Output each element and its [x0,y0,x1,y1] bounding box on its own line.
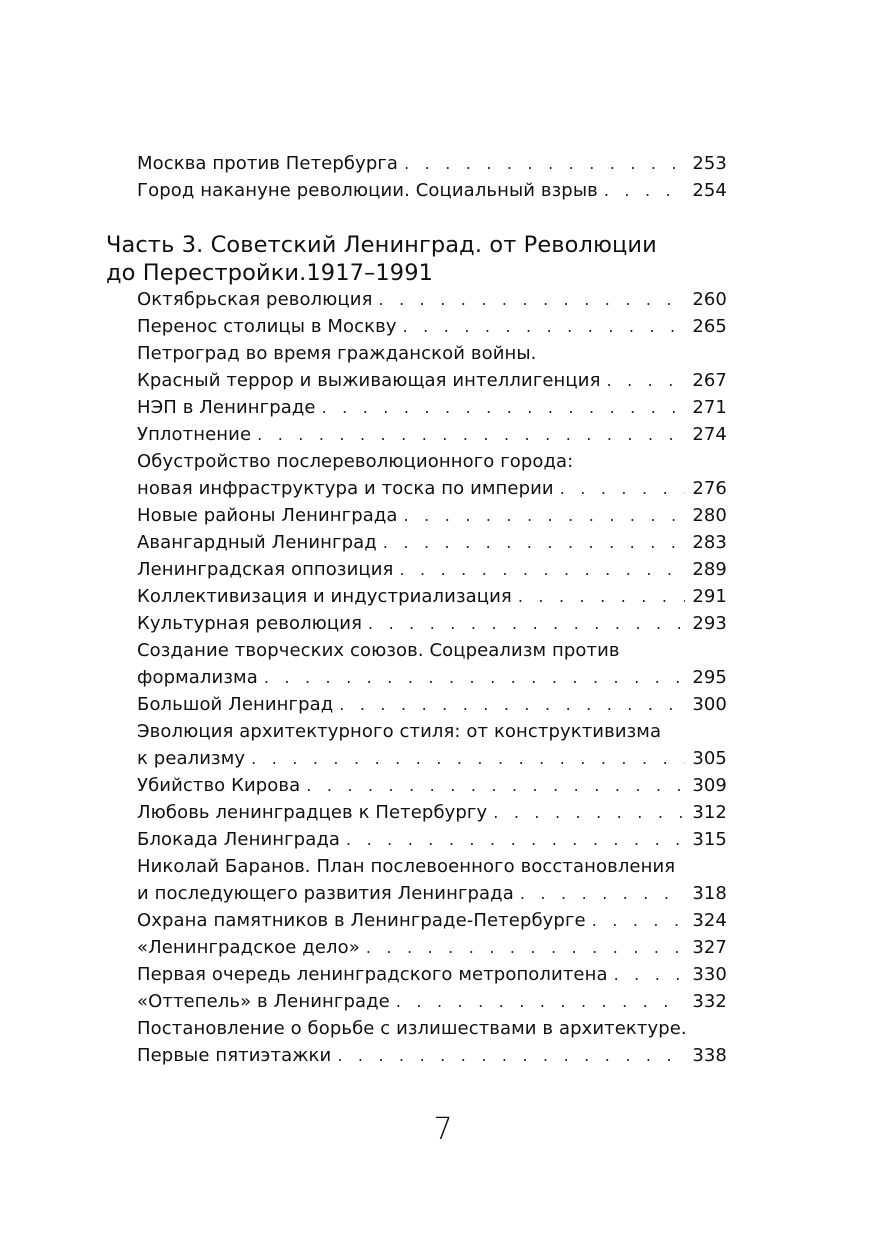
toc-entry [137,691,727,718]
dot-leader [368,610,685,637]
toc-entry-line [137,313,727,340]
toc-entry-line [137,421,727,448]
part-heading [106,231,726,287]
toc-entry-line [137,934,727,961]
toc-entry [137,988,727,1015]
toc-entry-line [137,556,727,583]
toc-entry-title: Петроград во время гражданской войны. [137,343,537,364]
page-number: 7 [433,1112,453,1147]
dot-leader [251,745,685,772]
toc-page-number: 274 [692,424,727,445]
toc-entry [137,583,727,610]
toc-entry-line [137,745,727,772]
toc-page-number: 332 [692,991,727,1012]
toc-entry [137,853,727,907]
toc-page-number: 318 [692,883,727,904]
toc-entry-title: к реализму [137,748,246,769]
dot-leader [337,1042,685,1069]
toc-entry-title: Культурная революция [137,613,363,634]
toc-entry-title: Блокада Ленинграда [137,829,340,850]
toc-page-number: 280 [692,505,727,526]
toc-entry-line [137,799,727,826]
toc-entry-line [137,772,727,799]
toc-entry-line [137,529,727,556]
toc-entry [137,556,727,583]
dot-leader [264,664,685,691]
toc-entry-line [137,880,727,907]
toc-page-number: 312 [692,802,727,823]
toc-page-number: 291 [692,586,727,607]
dot-leader [404,150,685,177]
toc-entry [137,907,727,934]
dot-leader [339,691,685,718]
dot-leader [520,880,685,907]
toc-entry-title: Большой Ленинград [137,694,334,715]
toc-entry-title: Первая очередь ленинградского метрополитена [137,964,608,985]
toc-entry [137,421,727,448]
toc-page-number: 327 [692,937,727,958]
toc-entry-line [137,988,727,1015]
dot-leader [493,799,685,826]
toc-page-number: 293 [692,613,727,634]
toc-page-number: 309 [692,775,727,796]
dot-leader [322,394,685,421]
dot-leader [383,529,685,556]
toc-entry-title: Москва против Петербурга [137,153,399,174]
toc-entry [137,1015,727,1069]
toc-entry-line [137,664,727,691]
toc-entry-line [137,1042,727,1069]
dot-leader [614,961,685,988]
toc-entry-title: Авангардный Ленинград [137,532,377,553]
toc-entry-title: НЭП в Ленинграде [137,397,316,418]
toc-entry [137,529,727,556]
toc-entry [137,637,727,691]
toc-entry-line [137,367,727,394]
toc-entry [137,286,727,313]
part-heading-line: Часть 3. Советский Ленинград. от Революции [106,232,657,258]
toc-entry-title: и последующего развития Ленинграда [137,883,514,904]
toc-page-number: 283 [692,532,727,553]
toc-page-number: 338 [692,1045,727,1066]
toc-entry [137,394,727,421]
toc-page-number: 305 [692,748,727,769]
dot-leader [560,475,685,502]
toc-entry-line [137,1015,727,1042]
toc-entry-line [137,637,727,664]
toc-entry-title: Создание творческих союзов. Соцреализм против [137,640,620,661]
dot-leader [399,556,685,583]
dot-leader [592,907,685,934]
toc-entry [137,150,727,177]
toc-entry-line [137,961,727,988]
toc-entry-title: Ленинградская оппозиция [137,559,394,580]
toc-page-number: 289 [692,559,727,580]
toc-page-number: 265 [692,316,727,337]
toc-entry-title: Охрана памятников в Ленинграде-Петербурге [137,910,586,931]
toc-entry-title: Постановление о борьбе с излишествами в архитектуре. [137,1018,687,1039]
toc-page-number: 330 [692,964,727,985]
toc-entry [137,177,727,204]
toc-entry-title: Николай Баранов. План послевоенного восстановления [137,856,676,877]
toc-entry [137,772,727,799]
toc-entry [137,313,727,340]
dot-leader [379,286,686,313]
toc-entry-title: Любовь ленинградцев к Петербургу [137,802,488,823]
toc-entry-title: Коллективизация и индустриализация [137,586,512,607]
toc-entry-line [137,286,727,313]
toc-entry [137,340,727,394]
toc-entry-line [137,583,727,610]
toc-entry-title: Перенос столицы в Москву [137,316,397,337]
toc-page-number: 300 [692,694,727,715]
toc-entry-line [137,340,727,367]
toc-entry-line [137,475,727,502]
part-heading-line: до Перестройки.1917–1991 [106,260,434,286]
toc-entry [137,799,727,826]
toc-page-number: 315 [692,829,727,850]
toc-entry [137,826,727,853]
toc-page-number: 253 [692,153,727,174]
dot-leader [607,367,686,394]
toc-entry [137,502,727,529]
toc-page-number: 271 [692,397,727,418]
dot-leader [518,583,685,610]
toc-entry-title: формализма [137,667,258,688]
dot-leader [306,772,685,799]
toc-entry-title: Первые пятиэтажки [137,1045,332,1066]
toc-entry [137,610,727,637]
toc-entry-line [137,502,727,529]
toc-entry-title: Город накануне революции. Социальный взрыв [137,180,598,201]
dot-leader [346,826,685,853]
toc-entry-title: Красный террор и выживающая интеллигенция [137,370,601,391]
dot-leader [604,177,685,204]
toc-page-number: 254 [692,180,727,201]
toc-entry-line [137,907,727,934]
dot-leader [404,502,685,529]
toc-entry-title: Убийство Кирова [137,775,301,796]
dot-leader [366,934,685,961]
toc-entry-line [137,177,727,204]
toc-page-number: 260 [692,289,727,310]
toc-entry [137,961,727,988]
toc-page-number: 295 [692,667,727,688]
toc-entry-title: Новые районы Ленинграда [137,505,398,526]
dot-leader [403,313,685,340]
toc-entry-title: Эволюция архитектурного стиля: от конструктивизма [137,721,662,742]
toc-entry-title: «Оттепель» в Ленинграде [137,991,390,1012]
toc-entry-line [137,394,727,421]
dot-leader [257,421,685,448]
toc-entry-line [137,853,727,880]
toc-entry [137,934,727,961]
toc-entry-line [137,718,727,745]
toc-entry-line [137,826,727,853]
dot-leader [396,988,685,1015]
toc-entry-line [137,448,727,475]
toc-page-number: 324 [692,910,727,931]
toc-entry-line [137,691,727,718]
toc-entry [137,448,727,502]
toc-page-number: 276 [692,478,727,499]
toc-entry-line [137,610,727,637]
toc-entry [137,718,727,772]
toc-page-number: 267 [692,370,727,391]
toc-entry-title: Октябрьская революция [137,289,373,310]
toc-entry-title: новая инфраструктура и тоска по империи [137,478,554,499]
toc-entry-title: Уплотнение [137,424,252,445]
toc-entry-line [137,150,727,177]
toc-entry-title: Обустройство послереволюционного города: [137,451,574,472]
toc-entry-title: «Ленинградское дело» [137,937,360,958]
